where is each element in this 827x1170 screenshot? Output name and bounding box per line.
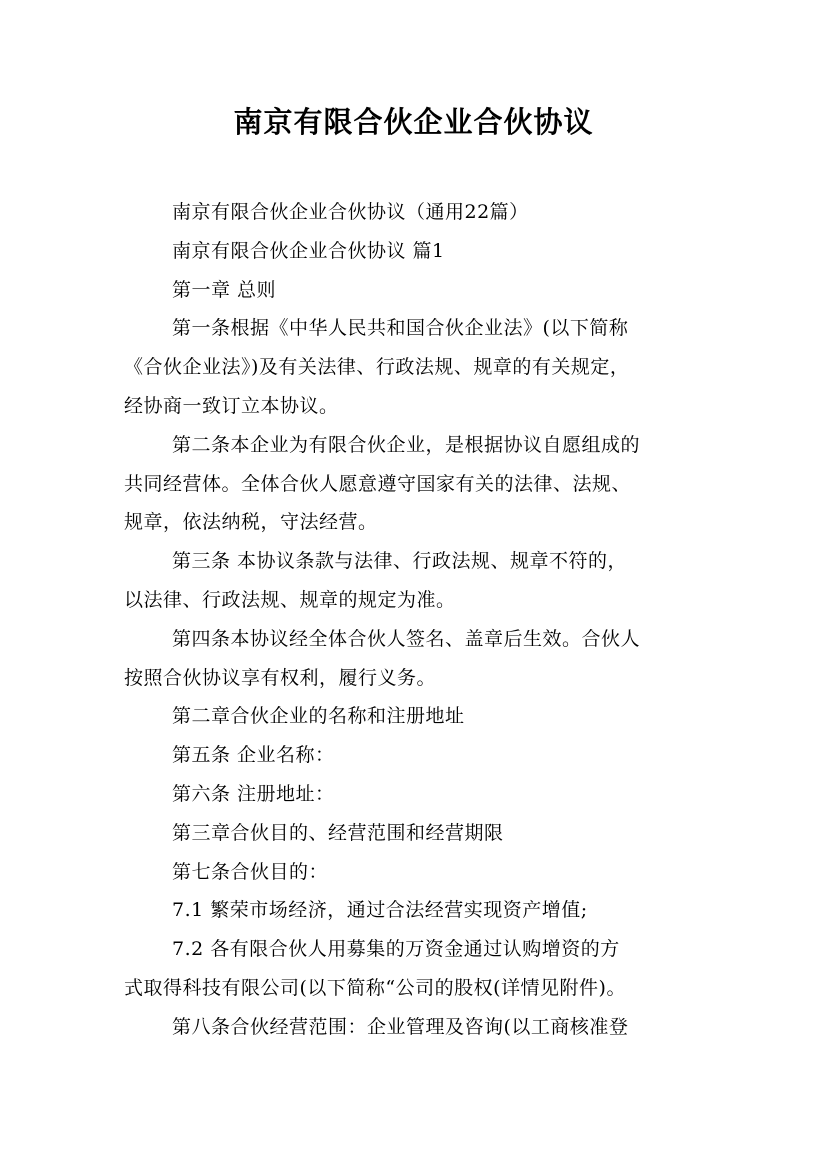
text-line: 以法律、行政法规、规章的规定为准。 <box>124 588 456 611</box>
text-line: 第四条本协议经全体合伙人签名、盖章后生效。合伙人 <box>172 627 641 650</box>
text-line: 共同经营体。全体合伙人愿意遵守国家有关的法律、法规、 <box>124 472 632 495</box>
text-line: 第八条合伙经营范围：企业管理及咨询(以工商核准登 <box>172 1015 629 1038</box>
text-line: 南京有限合伙企业合伙协议（通用22篇） <box>172 201 529 223</box>
text-line: 南京有限合伙企业合伙协议 篇1 <box>172 239 445 262</box>
text-line: 7.1 繁荣市场经济，通过合法经营实现资产增值; <box>172 899 588 922</box>
text-line: 第一章 总则 <box>172 278 277 301</box>
text-line: 式取得科技有限公司(以下简称“公司的股权(详情见附件)。 <box>124 976 626 999</box>
text-line: 《合伙企业法》)及有关法律、行政法规、规章的有关规定， <box>124 356 630 379</box>
text-line: 第二章合伙企业的名称和注册地址 <box>172 705 465 728</box>
text-line: 第二条本企业为有限合伙企业，是根据协议自愿组成的 <box>172 433 641 456</box>
text-line: 第三条 本协议条款与法律、行政法规、规章不符的， <box>172 550 628 573</box>
text-line: 第一条根据《中华人民共和国合伙企业法》(以下简称 <box>172 317 629 340</box>
text-line: 第三章合伙目的、经营范围和经营期限 <box>172 821 504 844</box>
text-line: 经协商一致订立本协议。 <box>124 394 339 417</box>
text-line: 7.2 各有限合伙人用募集的万资金通过认购增资的方 <box>172 938 620 961</box>
document-title: 南京有限合伙企业合伙协议 <box>233 105 594 139</box>
text-line: 第五条 企业名称： <box>172 744 335 767</box>
text-line: 规章，依法纳税，守法经营。 <box>124 511 378 534</box>
document-body <box>124 193 716 1047</box>
text-line: 按照合伙协议享有权利，履行义务。 <box>124 666 437 689</box>
text-line: 第七条合伙目的： <box>172 860 329 883</box>
text-line: 第六条 注册地址： <box>172 782 335 805</box>
